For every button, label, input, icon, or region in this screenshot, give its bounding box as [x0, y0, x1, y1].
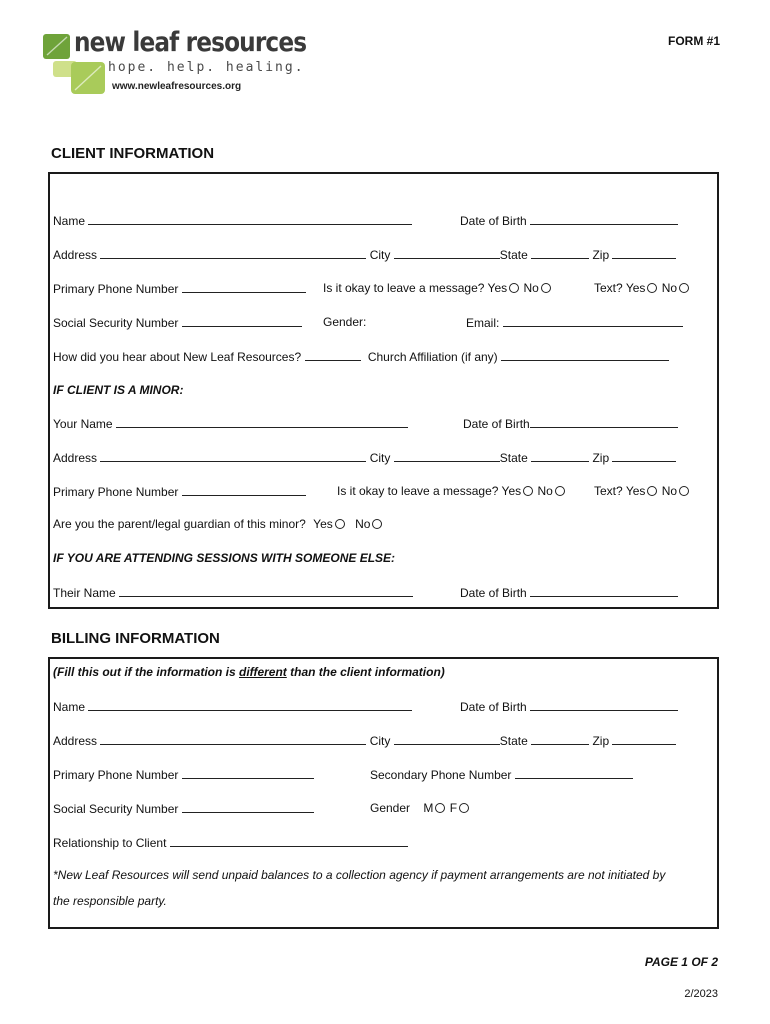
revision-date: 2/2023	[684, 988, 718, 1000]
minor-text-yes-radio[interactable]	[647, 486, 657, 496]
attending-header: IF YOU ARE ATTENDING SESSIONS WITH SOMEONE ELSE:	[53, 551, 396, 565]
text-label: Text?	[594, 281, 623, 295]
address-label: Address	[53, 248, 98, 262]
relationship-label: Relationship to Client	[53, 836, 167, 850]
dob-field[interactable]	[530, 213, 678, 225]
zip-label: Zip	[592, 734, 610, 748]
billing-gender-row	[370, 801, 470, 815]
zip-label: Zip	[592, 248, 610, 262]
minor-zip-field[interactable]	[612, 450, 676, 462]
client-email-row	[466, 315, 683, 330]
client-name-row	[53, 213, 412, 228]
guardian-question: Are you the parent/legal guardian of this minor?	[53, 517, 306, 531]
yes-label: Yes	[487, 281, 508, 295]
brand-name: new leaf resources	[74, 27, 307, 58]
minor-text-no-radio[interactable]	[679, 486, 689, 496]
relationship-row	[53, 835, 408, 850]
minor-text-row	[594, 484, 690, 498]
dob-label: Date of Birth	[460, 700, 527, 714]
page-number: PAGE 1 OF 2	[644, 955, 718, 969]
no-label: No	[661, 281, 678, 295]
billing-phone-row	[53, 767, 314, 782]
minor-header: IF CLIENT IS A MINOR:	[53, 383, 184, 397]
client-message-row	[323, 281, 552, 295]
primary-phone-label: Primary Phone Number	[53, 485, 179, 499]
message-question: Is it okay to leave a message?	[337, 484, 499, 498]
minor-address-row	[53, 450, 676, 465]
minor-message-yes-radio[interactable]	[523, 486, 533, 496]
guardian-row	[53, 517, 383, 531]
message-no-radio[interactable]	[541, 283, 551, 293]
dob-label: Date of Birth	[460, 586, 527, 600]
client-dob-row	[460, 213, 678, 228]
client-text-row	[594, 281, 690, 295]
gender-m-radio[interactable]	[435, 803, 445, 813]
state-field[interactable]	[531, 247, 589, 259]
primary-phone-label: Primary Phone Number	[53, 282, 179, 296]
zip-field[interactable]	[612, 247, 676, 259]
billing-note	[53, 665, 445, 679]
guardian-yes-radio[interactable]	[335, 519, 345, 529]
message-question: Is it okay to leave a message?	[323, 281, 485, 295]
message-yes-radio[interactable]	[509, 283, 519, 293]
name-label: Name	[53, 700, 86, 714]
yes-label: Yes	[313, 517, 333, 531]
no-label: No	[537, 484, 553, 498]
minor-phone-row	[53, 484, 306, 499]
billing-info-box	[48, 657, 719, 929]
city-label: City	[369, 451, 391, 465]
billing-state-field[interactable]	[531, 733, 589, 745]
billing-secondary-phone-row	[370, 767, 633, 782]
yes-label: Yes	[625, 281, 646, 295]
yes-label: Yes	[625, 484, 646, 498]
hear-about-label: How did you hear about New Leaf Resources?	[53, 350, 302, 364]
address-label: Address	[53, 451, 98, 465]
primary-phone-label: Primary Phone Number	[53, 768, 179, 782]
billing-secondary-phone-field[interactable]	[515, 767, 633, 779]
text-label: Text?	[594, 484, 623, 498]
no-label: No	[661, 484, 678, 498]
minor-dob-row	[463, 416, 678, 431]
client-address-row	[53, 247, 676, 262]
name-label: Name	[53, 214, 86, 228]
dob-label: Date of Birth	[463, 417, 530, 431]
client-section-title: CLIENT INFORMATION	[51, 145, 215, 162]
ssn-label: Social Security Number	[53, 802, 179, 816]
hear-about-field[interactable]	[305, 349, 361, 361]
billing-section-title: BILLING INFORMATION	[51, 630, 220, 647]
name-field[interactable]	[88, 213, 412, 225]
billing-ssn-field[interactable]	[182, 801, 314, 813]
your-name-field[interactable]	[116, 416, 408, 428]
address-label: Address	[53, 734, 98, 748]
email-label: Email:	[466, 316, 500, 330]
f-label: F	[449, 801, 458, 815]
church-field[interactable]	[501, 349, 669, 361]
minor-dob-field[interactable]	[530, 416, 678, 428]
primary-phone-field[interactable]	[182, 281, 306, 293]
disclaimer-line-1: *New Leaf Resources will send unpaid balances to a collection agency if payment arrangements are not initiated by	[53, 868, 666, 882]
state-label: State	[499, 248, 528, 262]
billing-primary-phone-field[interactable]	[182, 767, 314, 779]
state-label: State	[499, 734, 528, 748]
billing-note-emphasis: different	[239, 665, 287, 679]
city-label: City	[369, 248, 391, 262]
billing-note-post: than the client information)	[286, 665, 445, 679]
minor-name-row	[53, 416, 408, 431]
billing-ssn-row	[53, 801, 314, 816]
client-gender-label: Gender:	[323, 315, 367, 329]
their-dob-row	[460, 585, 678, 600]
gender-label: Gender	[370, 801, 411, 815]
billing-note-pre: (Fill this out if the information is	[53, 665, 239, 679]
billing-address-row	[53, 733, 676, 748]
website-link[interactable]: www.newleafresources.org	[112, 81, 242, 92]
ssn-label: Social Security Number	[53, 316, 179, 330]
billing-zip-field[interactable]	[612, 733, 676, 745]
no-label: No	[355, 517, 371, 531]
client-referral-row	[53, 349, 669, 364]
minor-message-no-radio[interactable]	[555, 486, 565, 496]
text-yes-radio[interactable]	[647, 283, 657, 293]
yes-label: Yes	[501, 484, 522, 498]
minor-address-field[interactable]	[100, 450, 366, 462]
email-field[interactable]	[503, 315, 683, 327]
zip-label: Zip	[592, 451, 610, 465]
minor-phone-field[interactable]	[182, 484, 306, 496]
your-name-label: Your Name	[53, 417, 113, 431]
dob-label: Date of Birth	[460, 214, 527, 228]
minor-city-field[interactable]	[394, 450, 500, 462]
minor-state-field[interactable]	[531, 450, 589, 462]
relationship-field[interactable]	[170, 835, 408, 847]
their-name-row	[53, 585, 413, 600]
form-number: FORM #1	[667, 34, 720, 48]
client-ssn-row	[53, 315, 302, 330]
m-label: M	[423, 801, 434, 815]
no-label: No	[523, 281, 539, 295]
guardian-no-radio[interactable]	[372, 519, 382, 529]
their-name-label: Their Name	[53, 586, 116, 600]
brand-tagline: hope. help. healing.	[108, 60, 305, 75]
billing-name-row	[53, 699, 412, 714]
church-label: Church Affiliation (if any)	[367, 350, 498, 364]
billing-name-field[interactable]	[88, 699, 412, 711]
disclaimer-line-2: the responsible party.	[53, 894, 167, 908]
ssn-field[interactable]	[182, 315, 302, 327]
their-dob-field[interactable]	[530, 585, 678, 597]
text-no-radio[interactable]	[679, 283, 689, 293]
state-label: State	[499, 451, 528, 465]
billing-address-field[interactable]	[100, 733, 366, 745]
client-phone-row	[53, 281, 306, 296]
billing-city-field[interactable]	[394, 733, 500, 745]
their-name-field[interactable]	[119, 585, 413, 597]
city-label: City	[369, 734, 391, 748]
secondary-phone-label: Secondary Phone Number	[370, 768, 512, 782]
billing-dob-row	[460, 699, 678, 714]
city-field[interactable]	[394, 247, 500, 259]
gender-f-radio[interactable]	[459, 803, 469, 813]
billing-dob-field[interactable]	[530, 699, 678, 711]
minor-message-row	[337, 484, 566, 498]
address-field[interactable]	[100, 247, 366, 259]
